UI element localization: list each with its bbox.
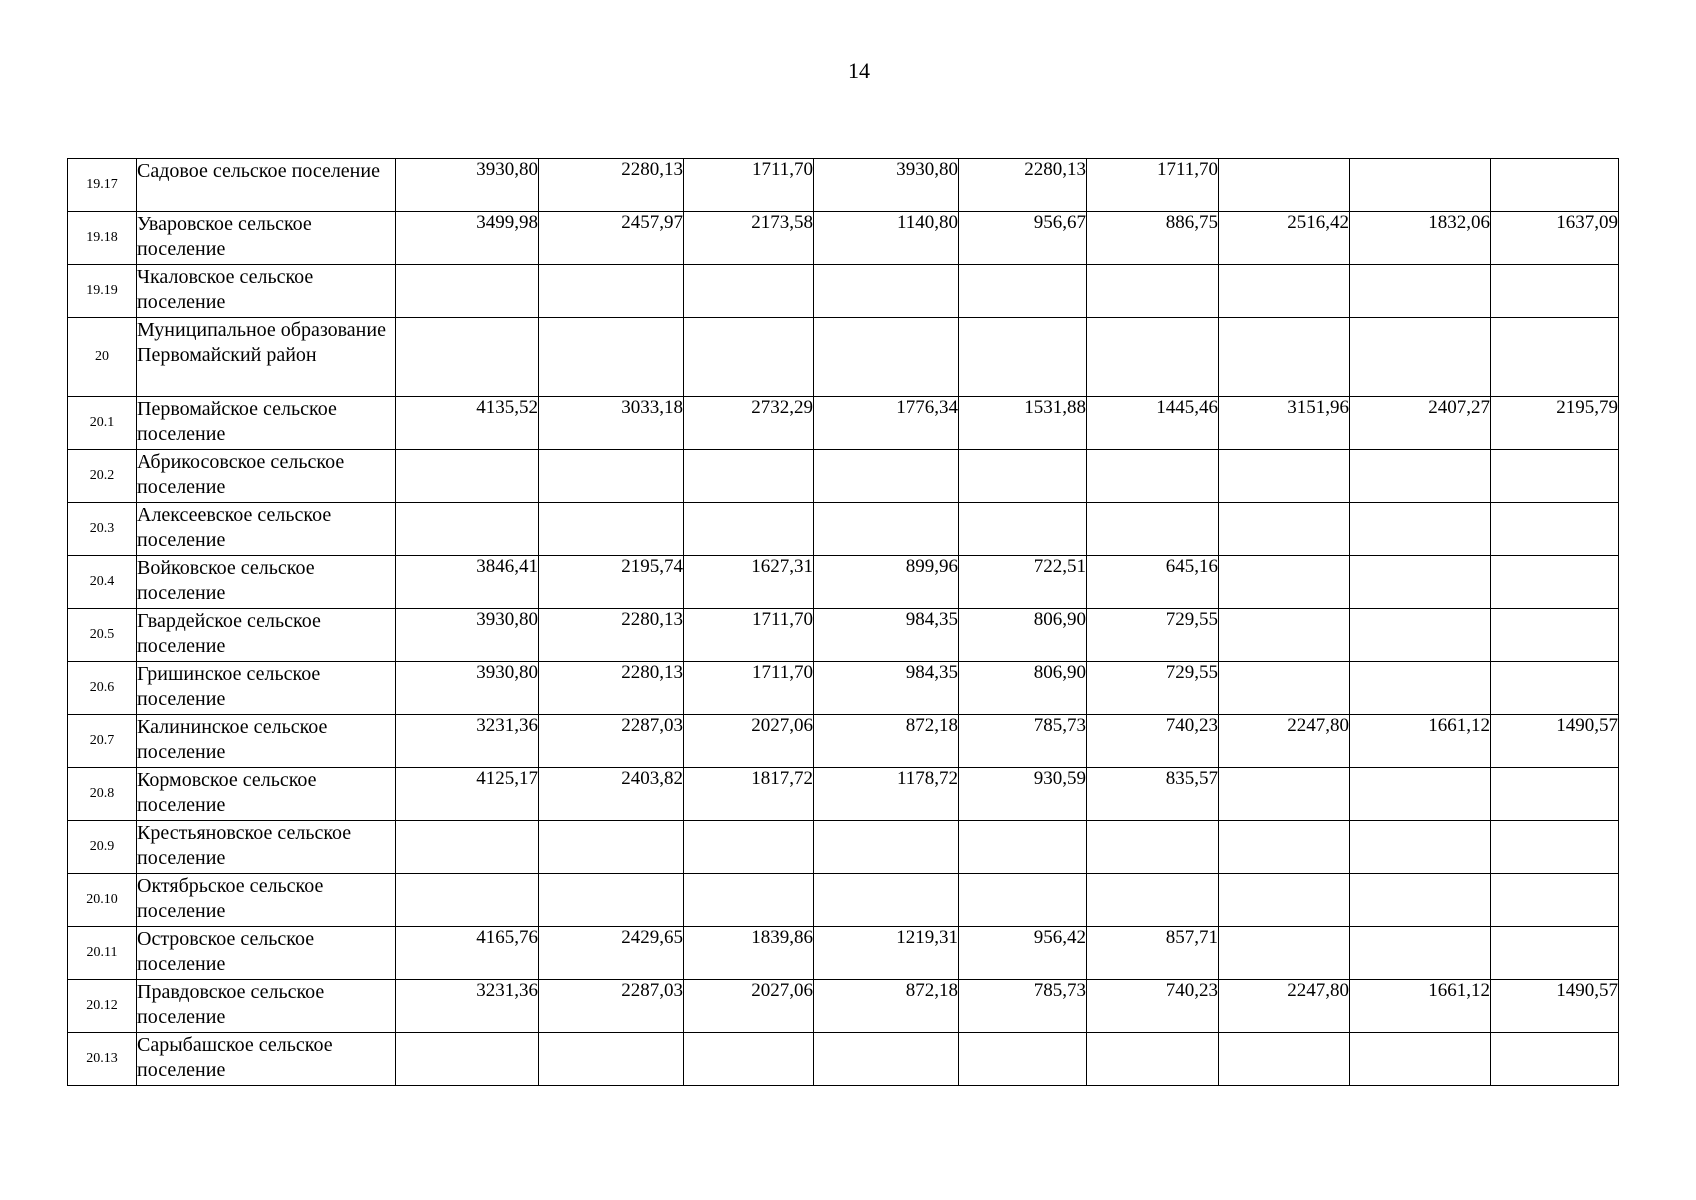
- settlement-name: Уваровское сельское поселение: [137, 212, 396, 265]
- value-cell: [1491, 874, 1619, 927]
- value-cell: 1178,72: [814, 768, 959, 821]
- value-cell: 3930,80: [396, 662, 539, 715]
- table-row: [68, 1033, 1619, 1086]
- value-cell: [684, 318, 814, 397]
- value-cell: 2195,74: [539, 556, 684, 609]
- value-cell: 886,75: [1087, 212, 1219, 265]
- table-row: [68, 212, 1619, 265]
- row-number: 20.12: [68, 980, 137, 1033]
- value-cell: [1350, 662, 1491, 715]
- value-cell: 1445,46: [1087, 397, 1219, 450]
- value-cell: [1350, 159, 1491, 212]
- value-cell: [1219, 1033, 1350, 1086]
- value-cell: 1711,70: [684, 159, 814, 212]
- value-cell: [1350, 927, 1491, 980]
- value-cell: 2027,06: [684, 980, 814, 1033]
- value-cell: [1087, 1033, 1219, 1086]
- value-cell: 1661,12: [1350, 715, 1491, 768]
- value-cell: 3930,80: [396, 609, 539, 662]
- value-cell: [1491, 662, 1619, 715]
- settlement-name: Чкаловское сельское поселение: [137, 265, 396, 318]
- value-cell: [1350, 318, 1491, 397]
- value-cell: 3846,41: [396, 556, 539, 609]
- value-cell: 4135,52: [396, 397, 539, 450]
- value-cell: [959, 265, 1087, 318]
- value-cell: [814, 1033, 959, 1086]
- table-row: [68, 927, 1619, 980]
- value-cell: 785,73: [959, 715, 1087, 768]
- value-cell: [1087, 318, 1219, 397]
- value-cell: 956,67: [959, 212, 1087, 265]
- value-cell: [684, 450, 814, 503]
- value-cell: 899,96: [814, 556, 959, 609]
- value-cell: [1491, 609, 1619, 662]
- value-cell: 872,18: [814, 980, 959, 1033]
- settlement-name: Гришинское сельское поселение: [137, 662, 396, 715]
- value-cell: [539, 503, 684, 556]
- value-cell: 857,71: [1087, 927, 1219, 980]
- value-cell: [539, 1033, 684, 1086]
- value-cell: [1350, 821, 1491, 874]
- value-cell: [1491, 503, 1619, 556]
- value-cell: [1219, 609, 1350, 662]
- value-cell: [959, 1033, 1087, 1086]
- value-cell: [1219, 662, 1350, 715]
- row-number: 20.10: [68, 874, 137, 927]
- settlement-name: Абрикосовское сельское поселение: [137, 450, 396, 503]
- value-cell: 984,35: [814, 662, 959, 715]
- value-cell: 1140,80: [814, 212, 959, 265]
- value-cell: [396, 1033, 539, 1086]
- value-cell: [1219, 503, 1350, 556]
- value-cell: 722,51: [959, 556, 1087, 609]
- row-number: 20.13: [68, 1033, 137, 1086]
- value-cell: [539, 821, 684, 874]
- value-cell: [684, 874, 814, 927]
- value-cell: [1219, 265, 1350, 318]
- value-cell: 3231,36: [396, 715, 539, 768]
- value-cell: 930,59: [959, 768, 1087, 821]
- value-cell: 645,16: [1087, 556, 1219, 609]
- settlement-name: Войковское сельское поселение: [137, 556, 396, 609]
- value-cell: [959, 503, 1087, 556]
- value-cell: [539, 874, 684, 927]
- value-cell: [1491, 927, 1619, 980]
- row-number: 20.3: [68, 503, 137, 556]
- settlement-name: Гвардейское сельское поселение: [137, 609, 396, 662]
- value-cell: [1350, 450, 1491, 503]
- settlement-name: Сарыбашское сельское поселение: [137, 1033, 396, 1086]
- value-cell: [1087, 450, 1219, 503]
- value-cell: 4165,76: [396, 927, 539, 980]
- value-cell: [396, 503, 539, 556]
- table-row: [68, 874, 1619, 927]
- row-number: 20.2: [68, 450, 137, 503]
- value-cell: [1087, 874, 1219, 927]
- value-cell: 1711,70: [684, 609, 814, 662]
- value-cell: [1219, 556, 1350, 609]
- settlement-name: Октябрьское сельское поселение: [137, 874, 396, 927]
- value-cell: [1491, 318, 1619, 397]
- table-row: [68, 821, 1619, 874]
- value-cell: 1839,86: [684, 927, 814, 980]
- value-cell: 984,35: [814, 609, 959, 662]
- value-cell: [1219, 927, 1350, 980]
- value-cell: [1491, 159, 1619, 212]
- value-cell: 1627,31: [684, 556, 814, 609]
- table-row: [68, 715, 1619, 768]
- value-cell: [396, 874, 539, 927]
- value-cell: 1832,06: [1350, 212, 1491, 265]
- row-number: 20.6: [68, 662, 137, 715]
- table-row: [68, 609, 1619, 662]
- value-cell: [684, 1033, 814, 1086]
- table-row: [68, 768, 1619, 821]
- value-cell: 2516,42: [1219, 212, 1350, 265]
- table-row: [68, 503, 1619, 556]
- value-cell: [1219, 874, 1350, 927]
- row-number: 20.8: [68, 768, 137, 821]
- value-cell: [1491, 450, 1619, 503]
- value-cell: [814, 503, 959, 556]
- row-number: 20.4: [68, 556, 137, 609]
- value-cell: 2429,65: [539, 927, 684, 980]
- value-cell: [1219, 768, 1350, 821]
- value-cell: [1350, 503, 1491, 556]
- value-cell: 872,18: [814, 715, 959, 768]
- value-cell: [1350, 1033, 1491, 1086]
- value-cell: [1350, 874, 1491, 927]
- value-cell: 1637,09: [1491, 212, 1619, 265]
- value-cell: 1661,12: [1350, 980, 1491, 1033]
- settlement-name: Алексеевское сельское поселение: [137, 503, 396, 556]
- value-cell: [1087, 821, 1219, 874]
- settlement-name: Островское сельское поселение: [137, 927, 396, 980]
- settlement-name: Первомайское сельское поселение: [137, 397, 396, 450]
- value-cell: [684, 503, 814, 556]
- value-cell: 2247,80: [1219, 715, 1350, 768]
- value-cell: 2732,29: [684, 397, 814, 450]
- value-cell: [1491, 821, 1619, 874]
- value-cell: [959, 874, 1087, 927]
- page-number: 14: [848, 58, 870, 83]
- value-cell: [1219, 318, 1350, 397]
- value-cell: [959, 821, 1087, 874]
- value-cell: 956,42: [959, 927, 1087, 980]
- row-number: 19.17: [68, 159, 137, 212]
- value-cell: 2457,97: [539, 212, 684, 265]
- table-row: [68, 159, 1619, 212]
- row-number: 19.19: [68, 265, 137, 318]
- value-cell: 806,90: [959, 609, 1087, 662]
- value-cell: 785,73: [959, 980, 1087, 1033]
- value-cell: 3231,36: [396, 980, 539, 1033]
- value-cell: 1531,88: [959, 397, 1087, 450]
- value-cell: 3930,80: [396, 159, 539, 212]
- value-cell: [1350, 556, 1491, 609]
- value-cell: [1491, 556, 1619, 609]
- value-cell: [1350, 609, 1491, 662]
- value-cell: 2027,06: [684, 715, 814, 768]
- table-row: [68, 450, 1619, 503]
- value-cell: 1490,57: [1491, 715, 1619, 768]
- value-cell: 729,55: [1087, 609, 1219, 662]
- value-cell: [959, 450, 1087, 503]
- value-cell: 835,57: [1087, 768, 1219, 821]
- value-cell: 1219,31: [814, 927, 959, 980]
- value-cell: 2403,82: [539, 768, 684, 821]
- value-cell: 1711,70: [684, 662, 814, 715]
- settlement-name: Правдовское сельское поселение: [137, 980, 396, 1033]
- table-row: [68, 662, 1619, 715]
- table-row: [68, 265, 1619, 318]
- row-number: 19.18: [68, 212, 137, 265]
- value-cell: [684, 821, 814, 874]
- value-cell: 2280,13: [539, 159, 684, 212]
- table-body: [68, 159, 1619, 1086]
- value-cell: 3151,96: [1219, 397, 1350, 450]
- value-cell: [1350, 768, 1491, 821]
- value-cell: [814, 821, 959, 874]
- settlement-name: Крестьяновское сельское поселение: [137, 821, 396, 874]
- row-number: 20: [68, 318, 137, 397]
- value-cell: [1491, 768, 1619, 821]
- settlement-name: Калининское сельское поселение: [137, 715, 396, 768]
- value-cell: 1817,72: [684, 768, 814, 821]
- value-cell: 2280,13: [539, 609, 684, 662]
- value-cell: 1490,57: [1491, 980, 1619, 1033]
- table-row: [68, 556, 1619, 609]
- value-cell: 1776,34: [814, 397, 959, 450]
- value-cell: [396, 450, 539, 503]
- settlement-name: Садовое сельское поселение: [137, 159, 396, 212]
- value-cell: 806,90: [959, 662, 1087, 715]
- value-cell: [814, 874, 959, 927]
- value-cell: [684, 265, 814, 318]
- value-cell: [539, 265, 684, 318]
- value-cell: 729,55: [1087, 662, 1219, 715]
- table-row: [68, 318, 1619, 397]
- value-cell: 3033,18: [539, 397, 684, 450]
- value-cell: 3499,98: [396, 212, 539, 265]
- value-cell: [1087, 265, 1219, 318]
- value-cell: [814, 265, 959, 318]
- tariff-table: [67, 158, 1619, 1086]
- row-number: 20.11: [68, 927, 137, 980]
- settlement-name: Муниципальное образование Первомайский район: [137, 318, 396, 397]
- value-cell: 2287,03: [539, 980, 684, 1033]
- value-cell: [1219, 159, 1350, 212]
- value-cell: [1219, 821, 1350, 874]
- value-cell: [1491, 265, 1619, 318]
- value-cell: [959, 318, 1087, 397]
- value-cell: [1219, 450, 1350, 503]
- row-number: 20.1: [68, 397, 137, 450]
- value-cell: [1087, 503, 1219, 556]
- value-cell: 2280,13: [959, 159, 1087, 212]
- value-cell: [396, 821, 539, 874]
- value-cell: [539, 318, 684, 397]
- value-cell: 2407,27: [1350, 397, 1491, 450]
- table-row: [68, 980, 1619, 1033]
- settlement-name: Кормовское сельское поселение: [137, 768, 396, 821]
- value-cell: 1711,70: [1087, 159, 1219, 212]
- value-cell: [814, 318, 959, 397]
- value-cell: 4125,17: [396, 768, 539, 821]
- value-cell: 3930,80: [814, 159, 959, 212]
- value-cell: 2287,03: [539, 715, 684, 768]
- row-number: 20.9: [68, 821, 137, 874]
- value-cell: [1491, 1033, 1619, 1086]
- table-row: [68, 397, 1619, 450]
- value-cell: [396, 265, 539, 318]
- value-cell: 2173,58: [684, 212, 814, 265]
- value-cell: [814, 450, 959, 503]
- value-cell: 740,23: [1087, 715, 1219, 768]
- value-cell: 2280,13: [539, 662, 684, 715]
- value-cell: 740,23: [1087, 980, 1219, 1033]
- value-cell: 2247,80: [1219, 980, 1350, 1033]
- value-cell: [539, 450, 684, 503]
- value-cell: [1350, 265, 1491, 318]
- value-cell: [396, 318, 539, 397]
- row-number: 20.5: [68, 609, 137, 662]
- row-number: 20.7: [68, 715, 137, 768]
- value-cell: 2195,79: [1491, 397, 1619, 450]
